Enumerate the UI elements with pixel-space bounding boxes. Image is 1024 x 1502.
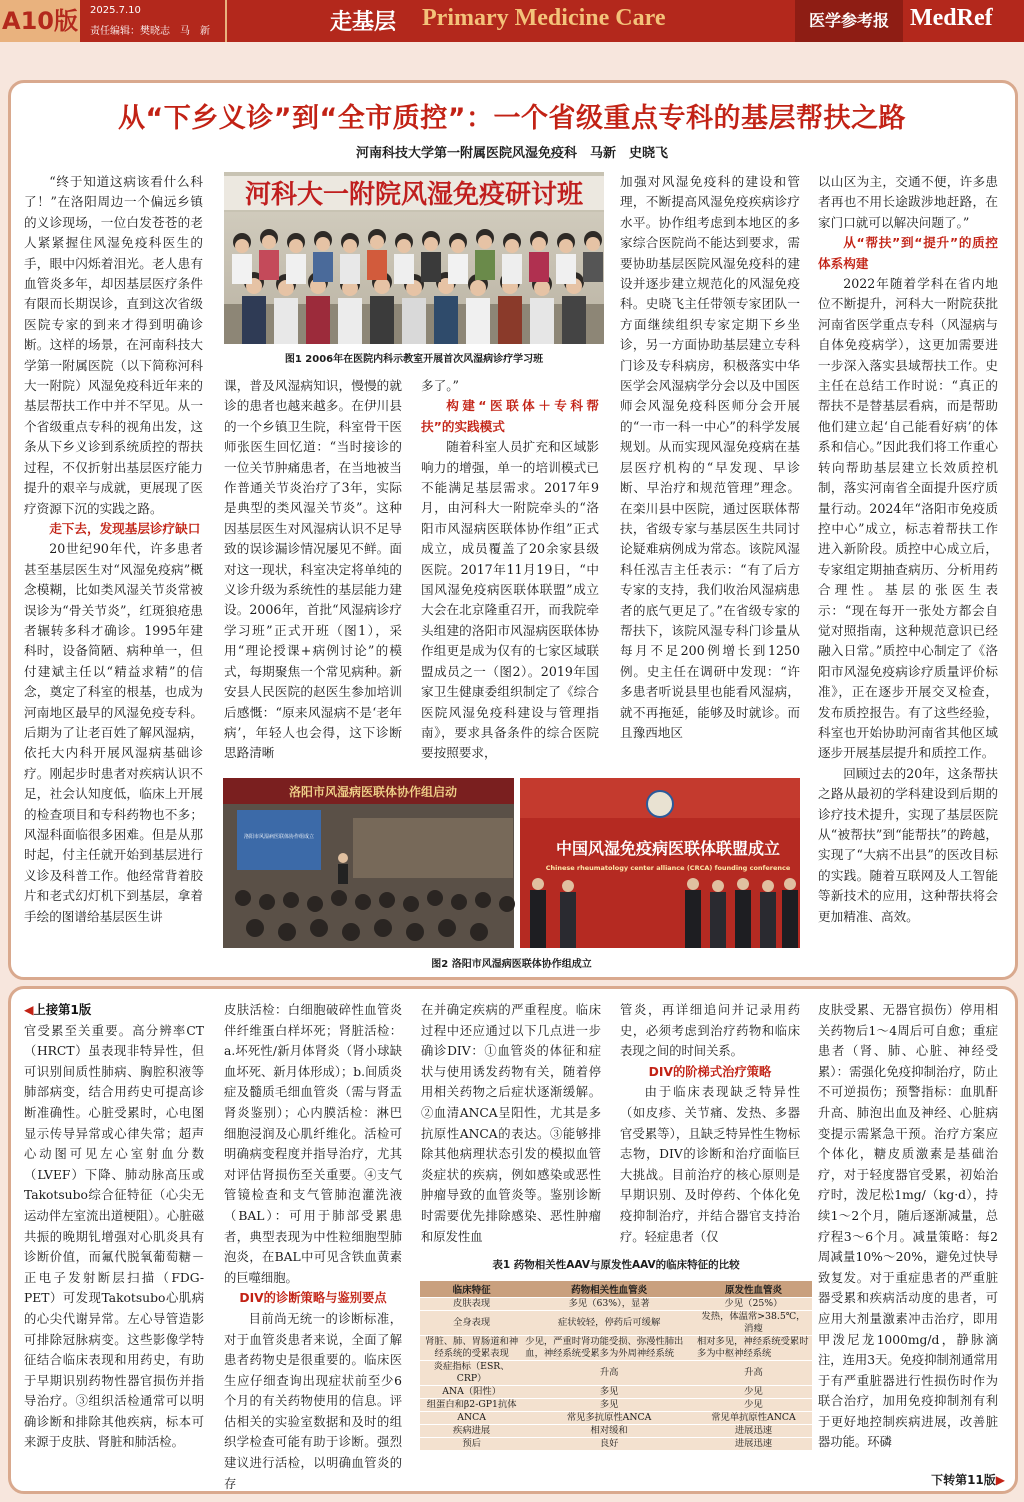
table-cell: 少见，严重时肾功能受损、弥漫性肺出血，神经系统受累多为外周神经系统 <box>523 1336 695 1361</box>
subhead-3: 从“帮扶”到“提升”的质控体系构建 <box>818 235 998 271</box>
editors: 责任编辑：樊晓志 马 新 <box>90 26 210 37</box>
table-cell: 发热，体温常>38.5℃，消瘦 <box>695 1311 812 1336</box>
paper-name-en: MedRef <box>910 5 993 31</box>
table-cell: 常见单抗原性ANCA <box>695 1412 812 1425</box>
subhead-div-diagnosis: DIV的诊断策略与鉴别要点 <box>239 1291 387 1306</box>
subhead-1: 走下去，发现基层诊疗缺口 <box>49 520 201 536</box>
table-cell: 预后 <box>420 1438 523 1451</box>
fig2-screen-text: 洛阳市风湿病医联体协作组成立 <box>243 834 315 840</box>
table-cell: 进展迅速 <box>695 1425 812 1438</box>
article-column-1 <box>24 172 203 970</box>
subhead-2: 构建“医联体＋专科帮扶”的实践模式 <box>421 398 599 434</box>
article-column-5 <box>818 172 998 970</box>
fig2-right-subtitle: Chinese rheumatology center alliance (CRCA) founding conference <box>545 864 791 872</box>
paragraph: 回顾过去的20年，这条帮扶之路从最初的学科建设到后期的诊疗技术提升，实现了基层医院从“被帮扶”到“能帮扶”的跨越，实现了“大病不出县”的医改目标的实践。随着互联网及人工智能等新技术的应用，这种帮扶将会更加精准、高效。 <box>818 765 998 924</box>
fig2-screen <box>237 810 321 870</box>
table-row <box>420 1386 812 1399</box>
aav-comparison-table <box>420 1281 812 1451</box>
table-cell: 少见（25%） <box>695 1298 812 1311</box>
paragraph: 皮肤受累、无器官损伤）停用相关药物后1～4周后可自愈；重症患者（肾、肺、心脏、神经受累）：需强化免疫抑制治疗，防止不可逆损伤；预警指标：血肌酐升高、肺泡出血及神经、心脏病变提示需紧急干预。治疗方案应个体化，糖皮质激素是基础治疗，对于轻度器官受累，初始治疗时，泼尼松1mg/（kg·d），持续1～2个月，随后逐渐减量，总疗程3～6个月。减量策略：每2周减量10%～20%，避免过快导致复发。对于重症患者的严重脏器受累和疾病活动度的患者，可应用大剂量激素冲击治疗，即用甲泼尼龙1000mg/d，静脉滴注，连用3天。免疫抑制剂通常用于有严重脏器进行性损伤时作为联合治疗，加用免疫抑制剂有利于更好地控制疾病进展，改善脏器功能。环磷 <box>818 1003 998 1450</box>
paragraph: 管炎，再详细追问并记录用药史，必须考虑到治疗药物和临床表现之间的时间关系。 <box>620 1003 800 1059</box>
table-cell: 疾病进展 <box>420 1425 523 1438</box>
byline: 河南科技大学第一附属医院风湿免疫科 马新 史晓飞 <box>355 146 668 161</box>
fig2-right-title: 中国风湿免疫病医联体联盟成立 <box>555 839 781 858</box>
continued-to[interactable] <box>895 1471 1005 1488</box>
table-row <box>420 1399 812 1412</box>
headline: 从“下乡义诊”到“全市质控”：一个省级重点专科的基层帮扶之路 <box>118 103 906 134</box>
table-cell: 少见 <box>695 1399 812 1412</box>
paragraph: 课，普及风湿病知识，慢慢的就诊的患者也越来越多。在伊川县的一个乡镇卫生院，科室骨干医师张医生回忆道：“当时接诊的一位关节肿痛患者，在当地被当作普通关节炎治疗了3年，实际是典型的类风湿关节炎”。这种因基层医生对风湿病认识不足导致的误诊漏诊情况屡见不鲜。面对这一现状，科室决定将单纯的义诊升级为系统性的基层能力建设。2006年，首批“风湿病诊疗学习班”正式开班（图1），采用“理论授课+病例讨论”的模式，每期聚焦一个常见病种。新安县人民医院的赵医生参加培训后感慨：“原来风湿病不是‘老年病’，年轻人也会得，这下诊断思路清晰 <box>224 378 402 761</box>
table-cell: 多见 <box>523 1386 695 1399</box>
paragraph: 由于临床表现缺乏特异性（如皮疹、关节痛、发热、多器官受累等），且缺乏特异性生物标志物，DIV的诊断和治疗面临巨大挑战。目前治疗的核心原则是早期识别、及时停药、个体化免疫抑制治疗，并结合器官支持治疗。轻症患者（仅 <box>620 1085 800 1244</box>
paragraph: 皮肤活检：白细胞破碎性血管炎伴纤维蛋白样坏死；肾脏活检：a.坏死性/新月体肾炎（肾小球缺血坏死、新月体形成）；b.间质炎症及髓质毛细血管炎（需与肾盂肾炎鉴别）；心内膜活检：淋巴细胞浸润及心肌纤维化。活检可明确病变程度并指导治疗，尤其对评估肾损伤至关重要。④支气管镜检查和支气管肺泡灌洗液（BAL）：可用于肺部受累患者，典型表现为中性粒细胞型肺泡炎，在BAL中可见含铁血黄素的巨噬细胞。 <box>224 1003 402 1285</box>
article-column-3 <box>421 376 599 770</box>
table-header-cell: 药物相关性血管炎 <box>523 1281 695 1298</box>
paragraph: 多了。” <box>421 378 459 393</box>
continuation-column-5 <box>818 1000 998 1466</box>
paragraph-intro: “终于知道这病该看什么科了！”在洛阳周边一个偏远乡镇的义诊现场，一位白发苍苍的老人紧紧握住风湿免疫科医生的手，眼中闪烁着泪光。老人患有血管炎多年，却因基层医疗条件有限而长期误诊，直到这次省级医院专家的到来才得到明确诊断。这样的场景，在河南科技大学第一附属医院（以下简称河科大一附院）风湿免疫科近年来的基层帮扶工作中并不罕见。从一个省级重点专科的视角出发，这条从下乡义诊到系统质控的帮扶过程，不仅折射出基层医疗能力提升的艰辛与成就，更展现了医疗资源下沉的实践之路。 <box>24 174 203 516</box>
section-title-en: Primary Medicine Care <box>422 5 666 31</box>
table-cell: 升高 <box>523 1361 695 1386</box>
continued-from <box>24 1000 204 1021</box>
table-title: 表1 药物相关性AAV与原发性AAV的临床特征的比较 <box>492 1259 740 1271</box>
table-cell: 皮肤表现 <box>420 1298 523 1311</box>
continued-from-label[interactable]: 上接第1版 <box>33 1003 92 1017</box>
table-row <box>420 1425 812 1438</box>
continuation-column-3 <box>421 1000 601 1252</box>
table-cell: 相对缓和 <box>523 1425 695 1438</box>
article-column-2 <box>224 376 402 770</box>
figure-1-caption: 图1 2006年在医院内科示教室开展首次风湿病诊疗学习班 <box>284 354 544 365</box>
paragraph: 目前尚无统一的诊断标准，对于血管炎患者来说，全面了解患者药物史是很重要的。临床医生应仔细查询出现症状前至少6个月的有关药物使用的信息。评估相关的实验室数据和及时的组织学检查可能有助于诊断。强烈建议进行活检，以明确血管炎的存 <box>224 1311 402 1491</box>
figure-1-photo <box>224 172 604 344</box>
table-cell: 炎症指标（ESR、CRP） <box>420 1361 523 1386</box>
continuation-column-1 <box>24 1000 204 1480</box>
paper-name-cn: 医学参考报 <box>795 0 903 42</box>
paragraph: 官受累至关重要。高分辨率CT（HRCT）虽表现非特异性，但可识别间质性肺病、胸腔积液等肺部病变，结合用药史可提高诊断准确性。心脏受累时，心电图显示传导异常或心律失常；超声心动图可见左心室射血分数（LVEF）下降、肺动脉高压或Takotsubo综合征特征（心尖无运动伴左室流出道梗阻）。心脏磁共振的晚期钆增强对心肌炎具有诊断价值，而氟代脱氧葡萄糖－正电子发射断层扫描（FDG-PET）可发现Takotsubo心肌病的心尖代谢异常。左心导管造影可排除冠脉病变。这些影像学特征结合临床表现和用药史，有助于早期识别药物性器官损伤并指导治疗。③组织活检通常可以明确诊断和排除其他疾病，标本可来源于皮肤、肾脏和肺活检。 <box>24 1023 204 1450</box>
edition-label: A10版 <box>0 0 80 42</box>
fig1-banner-text: 河科大一附院风湿免疫研讨班 <box>244 180 584 210</box>
paragraph: 随着科室人员扩充和区域影响力的增强，单一的培训模式已不能满足基层需求。2017年9月，由河科大一附院牵头的“洛阳市风湿病医联体协作组”正式成立，成员覆盖了20余家县级医院。2017年11月19日，“中国风湿免疫病医联体联盟”成立大会在北京隆重召开，而我院牵头组建的洛阳市风湿病医联体协作组更是成为仅有的七家区域联盟成员之一（图2）。2019年国家卫生健康委组织制定了《综合医院风湿免疫科建设与管理指南》，要求具备条件的综合医院要按照要求， <box>421 439 599 761</box>
section-title-cn: 走基层 <box>330 9 397 35</box>
header-divider <box>225 0 227 42</box>
table-cell: 良好 <box>523 1438 695 1451</box>
figure-2-caption: 图2 洛阳市风湿病医联体协作组成立 <box>431 959 592 970</box>
figure-2-left-image <box>223 778 514 948</box>
left-arrow-icon: ◀ <box>24 1003 34 1017</box>
right-arrow-icon: ▶ <box>995 1473 1005 1487</box>
table-cell: 症状较轻，停药后可缓解 <box>523 1311 695 1336</box>
continuation-column-4 <box>620 1000 800 1252</box>
article-column-4 <box>620 172 800 770</box>
table-cell: 多见（63%），显著 <box>523 1298 695 1311</box>
table-row <box>420 1298 812 1311</box>
paragraph: 在并确定疾病的严重程度。临床过程中还应通过以下几点进一步确诊DIV：①血管炎的体征和症状与使用诱发药物有关，随着停用相关药物之后症状逐渐缓解。②血清ANCA呈阳性，尤其是多抗原性ANCA的表达。③能够排除其他病理状态引发的模拟血管炎症状的疾病，例如感染或恶性肿瘤导致的血管炎等。鉴别诊断时需要优先排除感染、恶性肿瘤和原发性血 <box>421 1003 601 1244</box>
table-cell: 进展迅速 <box>695 1438 812 1451</box>
figure-1-image <box>224 172 604 344</box>
figure-2-right-image <box>520 778 800 948</box>
figure-2-right-photo <box>520 778 800 948</box>
table-cell: 多见 <box>523 1399 695 1412</box>
table-header-row <box>420 1281 812 1298</box>
paragraph: 加强对风湿免疫科的建设和管理，不断提高风湿免疫疾病诊疗水平。协作组考虑到本地区的多家综合医院尚不能达到要求，需要协助基层医院风湿免疫科的建设并逐步建立规范化的风湿免疫科。史晓飞主任带领专家团队一方面继续组织专家定期下乡坐诊，另一方面协助基层建立专科门诊及专科病房，积极落实中华医学会风湿病学分会以及中国医师会风湿免疫科医师分会开展的“一市一科一中心”的科学发展规划。从而实现风湿免疫病在基层医疗机构的“早发现、早诊断、早治疗和规范管理”理念。在栾川县中医院，通过医联体帮扶，省级专家与基层医生共同讨论疑难病例成为常态。该院风湿科任泓吉主任表示：“有了后方专家的支持，我们收治风湿病患者的底气更足了。”在省级专家的帮扶下，该院风湿专科门诊量从每月不足200例增长到1250例。史主任在调研中发现：“许多患者听说县里也能看风湿病，就不再拖延，能够及时就诊。而且豫西地区 <box>620 174 800 740</box>
table-cell: 常见多抗原性ANCA <box>523 1412 695 1425</box>
table-header-cell: 临床特征 <box>420 1281 523 1298</box>
figure-2-left-photo <box>223 778 514 948</box>
table-row <box>420 1336 812 1361</box>
table-cell: ANA（阳性） <box>420 1386 523 1399</box>
continued-to-label[interactable]: 下转第11版 <box>931 1473 996 1487</box>
table-cell: ANCA <box>420 1412 523 1425</box>
issue-date: 2025.7.10 <box>90 5 141 16</box>
fig2-logo <box>647 791 673 817</box>
table-cell: 升高 <box>695 1361 812 1386</box>
table-row <box>420 1438 812 1451</box>
table-row <box>420 1412 812 1425</box>
table-row <box>420 1311 812 1336</box>
table-cell: 少见 <box>695 1386 812 1399</box>
subhead-div-treatment: DIV的阶梯式治疗策略 <box>648 1064 772 1079</box>
table-cell: 肾脏、肺、胃肠道和神经系统的受累表现 <box>420 1336 523 1361</box>
table-row <box>420 1361 812 1386</box>
table-cell: 全身表现 <box>420 1311 523 1336</box>
table-cell: 组蛋白和β2-GP1抗体 <box>420 1399 523 1412</box>
fig2-left-banner: 洛阳市风湿病医联体协作组启动 <box>288 785 458 799</box>
paragraph: 2022年随着学科在省内地位不断提升，河科大一附院获批河南省医学重点专科（风湿病与自体免疫病学），这更加需要进一步深入落实县域帮扶工作。史主任在总结工作时说：“真正的帮扶不是替基层看病，而是帮助他们建立起‘自己能看好病’的体系和信心。”因此我们将工作重心转向帮助基层建立长效质控机制，落实河南省全面提升医疗质量行动。2024年“洛阳市免疫质控中心”成立，标志着帮扶工作进入新阶段。质控中心成立后，专家组定期抽查病历、分析用药合理性。基层的张医生表示：“现在每开一张处方都会自觉对照指南，这种规范意识已经融入日常。”质控中心制定了《洛阳市风湿免疫病诊疗质量评价标准》，正在逐步开展交叉检查，发布质控报告。有了这些经验，科室也开始协助河南省其他区域逐步开展基层提升和质控工作。 <box>818 276 998 761</box>
paragraph: 以山区为主，交通不便，许多患者再也不用长途跋涉地赶路，在家门口就可以解决问题了。” <box>818 174 998 230</box>
continuation-column-2 <box>224 1000 402 1491</box>
paragraph: 20世纪90年代，许多患者甚至基层医生对“风湿免疫病”概念模糊，比如类风湿关节炎常被误诊为“骨关节炎”，红斑狼疮患者辗转多科才确诊。1995年建科时，设备简陋、病种单一，但付建斌主任以“精益求精”的信念，奠定了科室的根基，也成为河南地区最早的风湿免疫专科。后期为了让老百姓了解风湿病，依托大内科开展风湿病基础诊疗。刚起步时患者对疾病认识不足，社会认知度低，临床上开展的检查项目和专科药物也不多；风湿科面临很多困难。但是从那时起，付主任就开始到基层进行义诊及科普工作。他经常背着胶片和老式幻灯机下到基层，拿着手绘的图谱给基层医生讲 <box>24 541 203 924</box>
table-cell: 相对多见，神经系统受累时多为中枢神经系统 <box>695 1336 812 1361</box>
table-header-cell: 原发性血管炎 <box>695 1281 812 1298</box>
